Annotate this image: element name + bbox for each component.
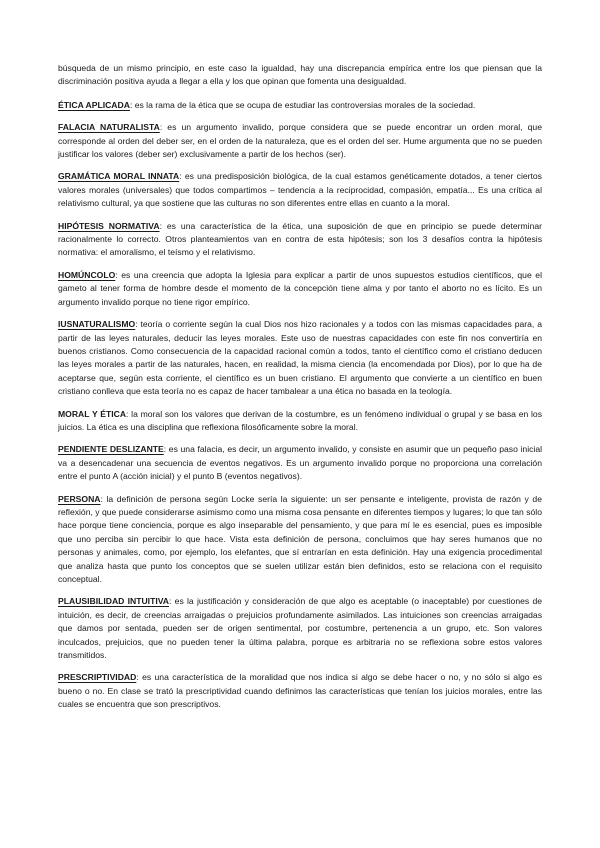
entry-text: : es una creencia que adopta la Iglesia para explicar a partir de unos supuestos estudios científicos, que el gameto al tener forma de hombre desde el momento de la concepción tiene alma y por tanto el aborto no es lícito. Es un argumento invalido porque no tiene rigor empírico. bbox=[58, 269, 542, 307]
entry-text: : es una falacia, es decir, un argumento invalido, y consiste en asumir que un pequeño paso inicial va a desencadenar una secuencia de eventos negativos. Es un argumento invalido porque no proporciona una correlación entre el punto A (acción inicial) y el punto B (eventos negativos). bbox=[58, 444, 543, 482]
entry-iusnaturalismo bbox=[58, 318, 542, 398]
entry-term: HOMÚNCOLO bbox=[58, 269, 116, 280]
entry-plausibilidad-intuitiva bbox=[58, 595, 542, 662]
entry-term: ÉTICA APLICADA bbox=[58, 99, 130, 110]
entry-gramatica-moral-innata bbox=[58, 170, 542, 210]
entry-text: : es la justificación y consideración de que algo es aceptable (o inaceptable) por cuestiones de intuición, es decir, de creencias arraigadas o prejuicios profundamente asimilados. Las intuiciones son creencias arraigadas que damos por sentada, pueden ser de origen sentimental, por costumbre, pertenencia a un grupo, etc. Son valores inculcados, prejuicios, que no pueden tener la última palabra, porque es arbitraria no se reflexiona sobre estos valores transmitidos. bbox=[58, 596, 543, 661]
entry-text: : es una característica de la moralidad que nos indica si algo se debe hacer o no, y no sólo si algo es bueno o no. En clase se trató la prescriptividad cuando definimos las características que tenían los juicios morales, entre las cuales se encuentra que son prescriptivos. bbox=[58, 672, 542, 710]
entry-term: MORAL Y ÉTICA bbox=[58, 408, 127, 419]
entry-term: IUSNATURALISMO bbox=[58, 319, 136, 330]
entry-text: : es una característica de la ética, una suposición de que en principio se puede determinar racionalmente lo correcto. Otros planteamientos van en contra de esta hipótesis; son los 3 desafíos contra la hipótesis normativa: el amoralismo, el teísmo y el relativismo. bbox=[58, 220, 542, 258]
entry-term: PENDIENTE DESLIZANTE bbox=[58, 444, 164, 455]
entry-term: PRESCRIPTIVIDAD bbox=[58, 672, 137, 683]
entry-homuncolo bbox=[58, 269, 542, 309]
entry-etica-aplicada bbox=[58, 99, 542, 112]
entry-text: : es la rama de la ética que se ocupa de estudiar las controversias morales de la sociedad. bbox=[129, 99, 476, 110]
entry-term: GRAMÁTICA MORAL INNATA bbox=[58, 171, 180, 182]
entry-persona bbox=[58, 493, 542, 587]
entry-pendiente-deslizante bbox=[58, 443, 542, 483]
intro-paragraph: búsqueda de un mismo principio, en este caso la igualdad, hay una discrepancia empírica entre los que piensan que la discriminación positiva ayuda a llegar a ella y los que opinan que fomenta una desigualdad. bbox=[58, 63, 542, 87]
entry-hipotesis-normativa bbox=[58, 220, 542, 260]
entry-term: PERSONA bbox=[58, 493, 101, 504]
entry-term: FALACIA NATURALISTA bbox=[58, 122, 160, 133]
entry-term: HIPÓTESIS NORMATIVA bbox=[58, 220, 160, 231]
entry-text: : la moral son los valores que derivan de la costumbre, es un fenómeno individual o grupal y se basa en los juicios. La ética es una disciplina que reflexiona filosóficamente sobre la moral. bbox=[58, 408, 542, 432]
entry-text: : teoría o corriente según la cual Dios nos hizo racionales y a todos con las mismas capacidades para, a partir de las leyes naturales, deducir las leyes morales. Este uso de nuestras capacidades con este fin nos convertiría en buenos cristianos. Como consecuencia de la capacidad racional común a todos, tanto el científico como el cristiano deducen las leyes morales a partir de las naturales, hacen, en realidad, la misma ciencia (la encomendada por Dios), por lo que ha de aceptarse que, según esta corriente, el científico es un buen cristiano. El argumento que convierte a un científico en buen cristiano conlleva que esta teoría no es capaz de hacer tambalear a una ética no basada en la teología. bbox=[58, 319, 542, 397]
entry-prescriptividad bbox=[58, 671, 542, 711]
entry-term: PLAUSIBILIDAD INTUITIVA bbox=[58, 596, 170, 607]
entry-falacia-naturalista bbox=[58, 121, 542, 161]
entry-text: : es un argumento invalido, porque considera que se puede encontrar un orden moral, que corresponde al orden del deber ser, en el orden de la naturaleza, que es el orden del ser. Hume argumenta que no se pueden justificar los valores (deber ser) exclusivamente a partir de los hechos (ser). bbox=[58, 122, 542, 160]
entry-text: : es una predisposición biológica, de la cual estamos genéticamente dotados, a tener ciertos valores morales (universales) que todos compartimos – tendencia a la reciprocidad, compasión, empatía... Es una crítica al relativismo cultural, ya que sostiene que las culturas no son diferentes entre ellas en cuanto a la moral. bbox=[58, 171, 542, 209]
entry-text: : la definición de persona según Locke sería la siguiente: un ser pensante e inteligente, provista de razón y de reflexión, y que puede considerarse asimismo como una misma cosa pensante en diferentes tiempos y lugares; lo que tan sólo hace porque tiene conciencia, porque es algo inseparable del pensamiento, y que para mí le es esencial, pues es imposible que uno perciba sin percibir lo que hace. Vista esta definición de persona, concluimos que hay seres humanos que no personas y animales, como, por ejemplo, los elefantes, que sí entrarían en esta definición. Hay una exigencia procedimental que analiza hasta que punto los conceptos que se suelen utilizar están bien definidos, esto se relaciona con el requisito conceptual. bbox=[58, 493, 542, 584]
entry-moral-y-etica bbox=[58, 408, 542, 435]
